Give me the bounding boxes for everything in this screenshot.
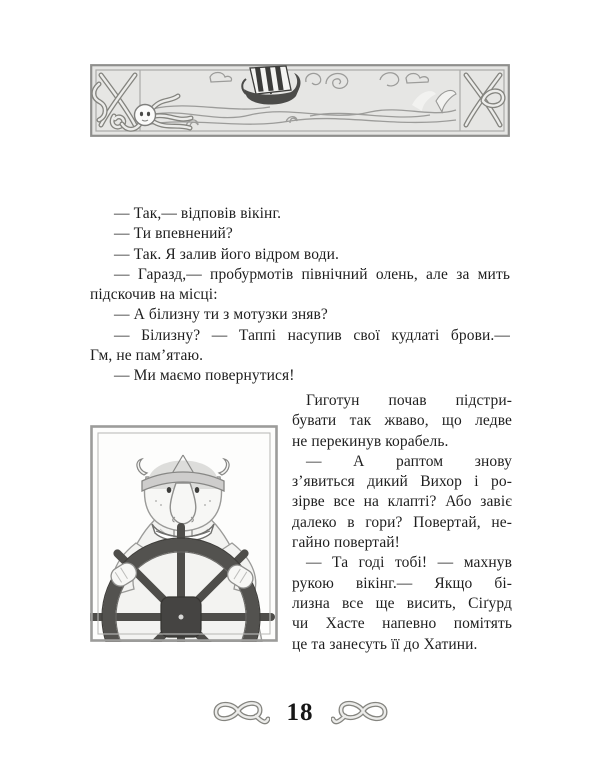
story-line: — Та годі тобі! — махнув [306,554,512,572]
story-line: Гиготун почав підстри- [306,392,512,409]
dialogue-line: — Так,— відповів вікінг. [114,205,282,222]
dialogue-line: — А білизну ти з мотузки зняв? [114,306,328,324]
rope-knot-flourish-right-icon [331,697,393,729]
viking-illustration-art [90,425,278,642]
dialogue-text-block [90,204,510,387]
story-line: далеко в гори? Повертай, не- [292,513,512,531]
story-line: зірве все на клапті? Або завіє [292,493,512,511]
dialogue-line: підскочив на місці: [90,286,218,304]
viking-eye-right [195,487,200,493]
dialogue-line: — Гаразд,— пробурмотів північний олень, але за мить [114,265,510,283]
page-footer [0,697,600,729]
story-line: рукою вікінг.— Якщо бі- [292,574,512,592]
story-line: гайно повертай! [292,534,400,552]
story-line: це та занесуть її до Хатини. [292,635,478,653]
viking-helmsman-illustration [90,425,278,642]
story-line: бувати так жваво, що ледве [292,412,512,430]
viking-eye-left [167,487,172,493]
banner-art [90,64,510,137]
story-line: чи Хасте напевно помітять [292,615,512,633]
story-text-column [292,391,512,655]
story-line: — А раптом знову [306,452,512,470]
page-number: 18 [286,699,314,726]
story-line: з’явиться дикий Вихор і ро- [292,473,512,491]
dialogue-line: Гм, не пам’ятаю. [90,347,204,365]
header-ornament-banner [90,64,510,137]
dialogue-line: — Так. Я залив його відром води. [114,245,340,263]
dialogue-line: — Ми маємо повернутися! [114,367,295,385]
dialogue-line: — Білизну? — Таппі насупив свої кудлаті брови.— [114,326,510,344]
dialogue-line: — Ти впевнений? [114,225,233,243]
story-line: лизна все ще висить, Сіґурд [292,594,512,612]
story-line: не перекинув корабель. [292,432,449,450]
rope-knot-flourish-left-icon [208,697,270,729]
